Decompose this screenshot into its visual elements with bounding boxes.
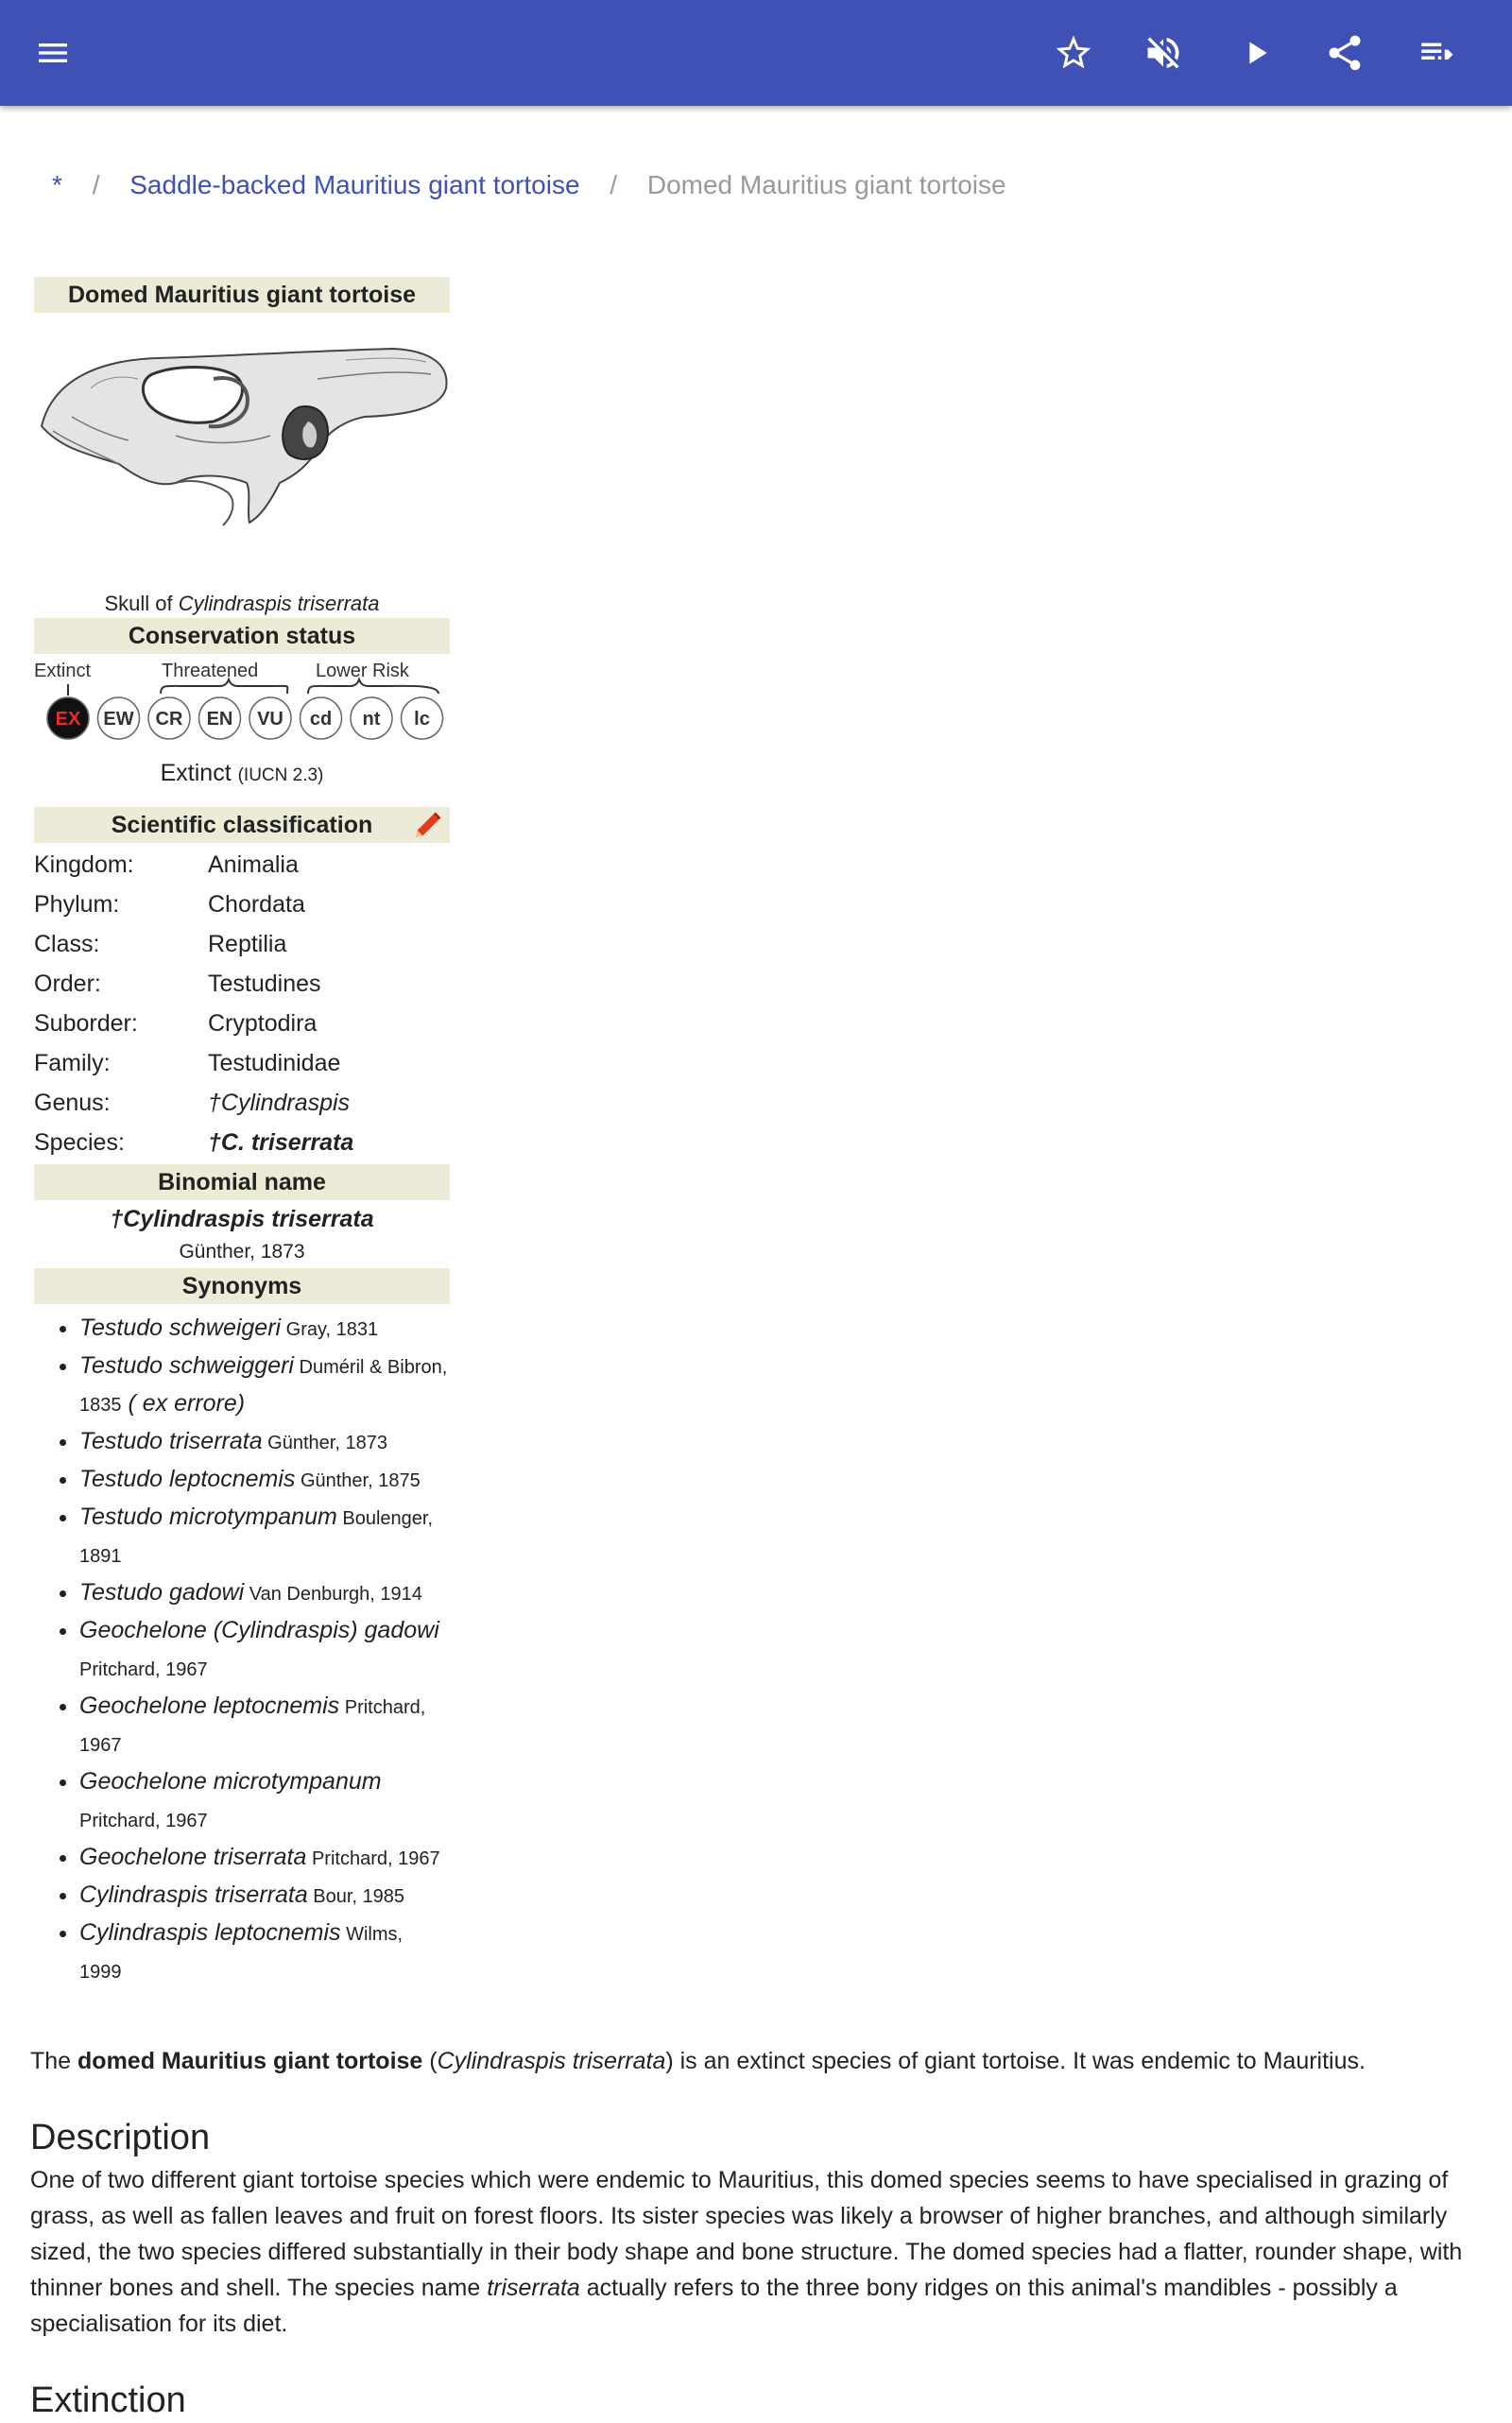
status-text: Extinct: [160, 760, 232, 786]
description-italic: triserrata: [487, 2275, 580, 2301]
classification-rank: Kingdom:: [34, 851, 134, 878]
synonym-authority: Günther, 1873: [262, 1433, 387, 1453]
conservation-status-scale: [34, 654, 450, 796]
synonym-name: Testudo gadowi: [79, 1579, 245, 1606]
synonym-name: Geochelone triserrata: [79, 1844, 307, 1870]
synonym-item: [79, 1461, 450, 1499]
status-code-ex: EX: [55, 709, 81, 730]
classification-rank: Class:: [34, 931, 100, 957]
intro-mid: (: [422, 2048, 438, 2074]
status-label: [34, 760, 450, 787]
synonym-authority: Bour, 1985: [307, 1886, 405, 1907]
classification-value[interactable]: Cryptodira: [208, 1010, 318, 1037]
classification-row: [34, 1043, 450, 1083]
breadcrumb-home[interactable]: *: [52, 170, 62, 199]
synonym-name: Cylindraspis leptocnemis: [79, 1919, 341, 1946]
breadcrumb-separator: /: [610, 170, 618, 199]
synonym-name: Geochelone leptocnemis: [79, 1693, 340, 1719]
synonym-item: [79, 1877, 450, 1915]
synonym-name: Testudo schweigeri: [79, 1315, 282, 1341]
star-icon[interactable]: [1045, 25, 1102, 81]
synonym-item: [79, 1839, 450, 1877]
classification-value[interactable]: Testudinidae: [208, 1050, 341, 1076]
status-code-cd: cd: [309, 709, 333, 730]
extinction-heading: Extinction: [30, 2380, 186, 2420]
synonym-authority: Günther, 1875: [295, 1470, 421, 1491]
breadcrumb-current: Domed Mauritius giant tortoise: [646, 170, 1006, 199]
classification-rank: Order:: [34, 971, 101, 997]
classification-value[interactable]: †Cylindraspis: [208, 1090, 351, 1116]
description-paragraph: [30, 2162, 1476, 2342]
synonym-authority: Van Denburgh, 1914: [244, 1584, 422, 1605]
synonym-authority: Pritchard, 1967: [79, 1697, 426, 1756]
intro-italic: Cylindraspis triserrata: [437, 2048, 666, 2074]
status-code-lc: lc: [414, 709, 430, 730]
synonym-name: Geochelone microtympanum: [79, 1768, 382, 1795]
synonym-authority: Gray, 1831: [281, 1319, 379, 1340]
synonym-name: Testudo triserrata: [79, 1428, 263, 1454]
status-code-en: EN: [206, 709, 233, 730]
classification-value[interactable]: †C. triserrata: [208, 1129, 354, 1156]
threatened-brace: [161, 679, 287, 694]
synonym-item: [79, 1499, 450, 1574]
playlist-icon[interactable]: [1408, 25, 1465, 81]
synonym-authority: Pritchard, 1967: [79, 1811, 208, 1831]
classification-value[interactable]: Testudines: [208, 971, 321, 997]
synonym-item: [79, 1348, 450, 1423]
synonym-name: Cylindraspis triserrata: [79, 1882, 308, 1908]
share-icon[interactable]: [1316, 25, 1373, 81]
status-source: (IUCN 2.3): [237, 765, 324, 785]
synonym-name: Testudo leptocnemis: [79, 1466, 296, 1492]
intro-post: ) is an extinct species of giant tortoise. It was endemic to Mauritius.: [665, 2048, 1366, 2074]
synonym-item: [79, 1915, 450, 1990]
caption-species: Cylindraspis triserrata: [178, 592, 380, 615]
status-code-vu: VU: [257, 709, 284, 730]
description-post: actually refers to the three bony ridges on this animal's mandibles - possibly a specialisation for its diet.: [30, 2275, 1398, 2337]
status-group-lower-risk: Lower Risk: [316, 661, 409, 681]
intro-bold: domed Mauritius giant tortoise: [77, 2048, 423, 2074]
synonym-item: [79, 1310, 450, 1348]
description-pre: One of two different giant tortoise species which were endemic to Mauritius, this domed species seems to have specialised in grazing of grass, as well as fallen leaves and fruit on forest floors. Its sister species was likely a browser of higher branches, and although similarly sized, the two species differed substantially in their body shape and bone structure. The domed species had a flatter, rounder shape, with thinner bones and shell. The species name: [30, 2167, 1463, 2301]
status-group-extinct: Extinct: [34, 661, 92, 681]
synonym-authority: Boulenger, 1891: [79, 1508, 434, 1567]
classification-row: [34, 1004, 450, 1043]
synonym-list: [34, 1310, 450, 1990]
caption-prefix: Skull of: [104, 592, 179, 615]
skull-image[interactable]: [34, 322, 450, 577]
classification-row: [34, 885, 450, 924]
synonym-item: [79, 1763, 450, 1839]
edit-pencil-icon[interactable]: [412, 809, 444, 851]
status-group-threatened: Threatened: [162, 661, 259, 681]
synonym-authority: Pritchard, 1967: [306, 1848, 440, 1869]
synonym-authority: Pritchard, 1967: [79, 1659, 208, 1680]
lower-risk-brace: [308, 679, 438, 694]
classification-heading-text: Scientific classification: [111, 812, 373, 838]
infobox-title: Domed Mauritius giant tortoise: [34, 277, 450, 313]
synonym-name: Geochelone (Cylindraspis) gadowi: [79, 1617, 439, 1643]
binomial-name: †Cylindraspis triserrata: [110, 1206, 374, 1232]
synonym-authority: Wilms, 1999: [79, 1924, 404, 1983]
classification-rank: Family:: [34, 1050, 111, 1076]
status-code-ew: EW: [103, 709, 134, 730]
intro-paragraph: [30, 2043, 1476, 2079]
breadcrumb-separator: /: [92, 170, 100, 199]
synonym-item: [79, 1612, 450, 1688]
classification-row: [34, 964, 450, 1004]
synonyms-heading: Synonyms: [34, 1268, 450, 1304]
menu-icon[interactable]: [25, 25, 81, 81]
status-code-cr: CR: [155, 709, 183, 730]
synonym-name: Testudo schweiggeri: [79, 1352, 294, 1379]
classification-rank: Suborder:: [34, 1010, 138, 1037]
status-code-nt: nt: [362, 709, 381, 730]
synonym-item: [79, 1423, 450, 1461]
intro-pre: The: [30, 2048, 78, 2074]
classification-row: [34, 924, 450, 964]
synonym-item: [79, 1688, 450, 1763]
image-caption: [34, 590, 450, 618]
breadcrumb: [52, 170, 1006, 200]
synonym-item: [79, 1574, 450, 1612]
binomial-heading: Binomial name: [34, 1164, 450, 1200]
infobox: [34, 277, 450, 1990]
conservation-status-heading: Conservation status: [34, 618, 450, 654]
binomial-authority: Günther, 1873: [179, 1241, 305, 1263]
classification-value[interactable]: Reptilia: [208, 931, 287, 957]
classification-row: [34, 845, 450, 885]
description-heading: Description: [30, 2118, 211, 2157]
mute-icon[interactable]: [1135, 25, 1192, 81]
play-icon[interactable]: [1228, 25, 1284, 81]
classification-value[interactable]: Chordata: [208, 891, 305, 918]
classification-heading: [34, 807, 450, 843]
classification-row: [34, 1083, 450, 1123]
synonym-name: Testudo microtympanum: [79, 1504, 337, 1530]
classification-rank: Species:: [34, 1129, 125, 1156]
synonym-note: ( ex errore): [121, 1390, 246, 1417]
synonym-authority: Duméril & Bibron, 1835: [79, 1357, 448, 1416]
breadcrumb-parent[interactable]: Saddle-backed Mauritius giant tortoise: [129, 170, 580, 199]
classification-value[interactable]: Animalia: [208, 851, 299, 878]
app-bar: [0, 0, 1512, 106]
classification-rank: Genus:: [34, 1090, 111, 1116]
classification-row: [34, 1123, 450, 1162]
classification-rank: Phylum:: [34, 891, 120, 918]
